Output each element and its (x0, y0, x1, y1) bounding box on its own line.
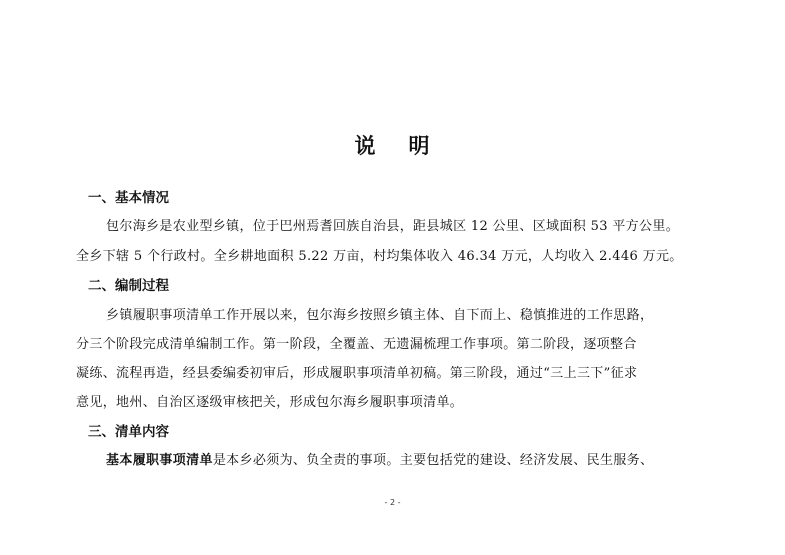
page-number: - 2 - (384, 498, 401, 507)
title-char-1: 说 (354, 133, 377, 158)
paragraph-line: 凝练、流程再造，经县委编委初审后，形成履职事项清单初稿。第三阶段，通过“三上三下”征求 (76, 366, 638, 381)
section-heading-compilation: 二、编制过程 (88, 278, 169, 294)
paragraph-line: 乡镇履职事项清单工作开展以来，包尔海乡按照乡镇主体、自下而上、稳慎推进的工作思路， (106, 308, 654, 323)
section-heading-list-content: 三、清单内容 (88, 424, 169, 440)
title-char-2: 明 (408, 133, 431, 158)
paragraph-line: 意见，地州、自治区逐级审核把关，形成包尔海乡履职事项清单。 (76, 395, 464, 410)
section-heading-basic-info: 一、基本情况 (88, 190, 169, 206)
paragraph-line: 包尔海乡是农业型乡镇，位于巴州焉耆回族自治县，距县城区 12 公里、区域面积 53 平方公里。 (106, 219, 680, 234)
paragraph-line: 全乡下辖 5 个行政村。全乡耕地面积 5.22 万亩，村均集体收入 46.34 万元，人均收入 2.446 万元。 (76, 249, 683, 264)
paragraph-line: 分三个阶段完成清单编制工作。第一阶段，全覆盖、无遗漏梳理工作事项。第二阶段，逐项整合 (76, 337, 637, 352)
lead-rest-text: 是本乡必须为、负全责的事项。主要包括党的建设、经济发展、民生服务、 (212, 453, 654, 468)
bold-lead-term: 基本履职事项清单 (106, 453, 213, 468)
paragraph-line (106, 449, 653, 468)
page-title (0, 130, 785, 160)
